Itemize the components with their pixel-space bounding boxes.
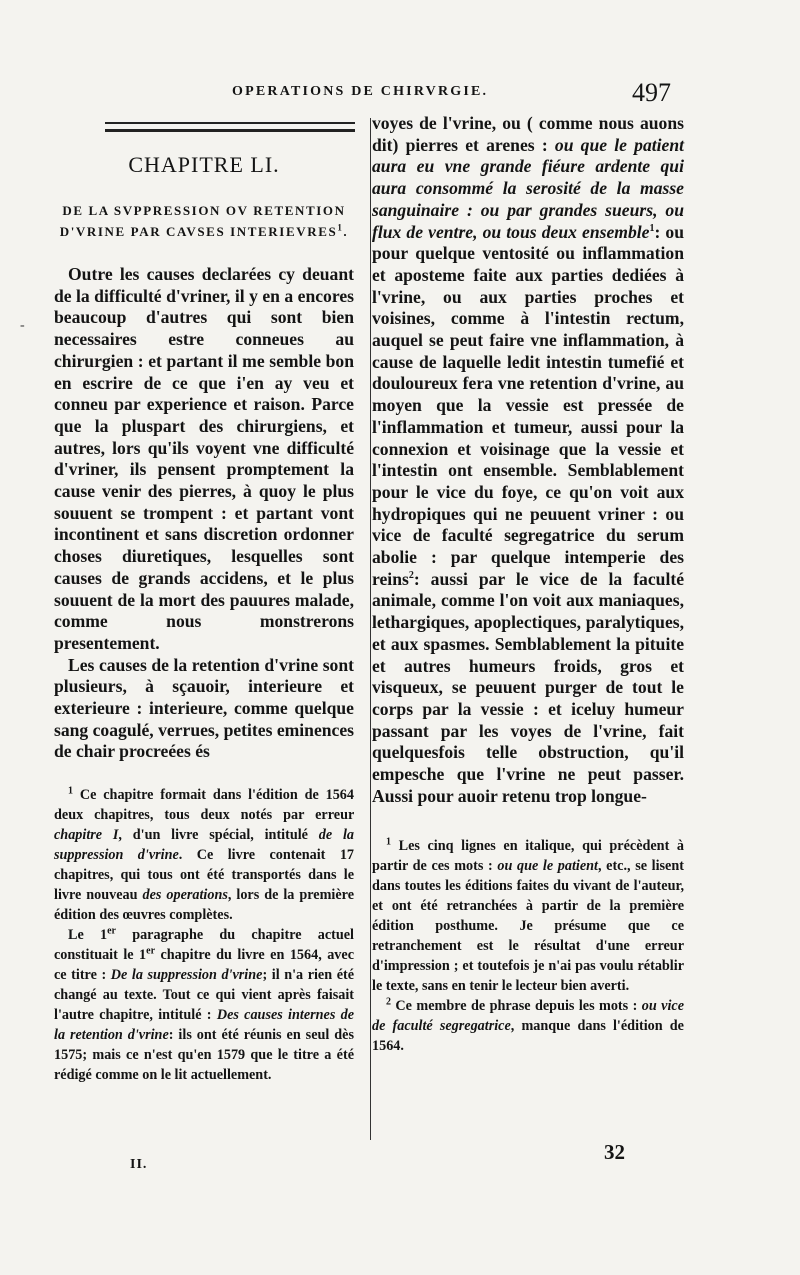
paragraph-text: : aussi par le vice de la faculté animale, comme l'on voit aux maniaques, lethargiques, apoplectiques, paralytiques, et aux spasmes. Semblablement la pituite et autres humeurs froids, gros et visqueux, se peuuent purger de tout le corps par la vessie : et iceluy humeur passant par les voyes de l'vrine, fait quelquesfois telle obstruction, qu'il empesche que l'vrine ne peut passer. Aussi pour auoir retenu trop longue- bbox=[372, 568, 684, 806]
footnote-text: , d'un livre spécial, intitulé bbox=[118, 827, 308, 844]
paragraph bbox=[372, 113, 684, 808]
chapter-rule-thick bbox=[105, 129, 355, 132]
footnote-italic: des operations bbox=[142, 887, 228, 904]
footnote-text: paragraphe du chapitre actuel constituait le 1 bbox=[54, 927, 354, 964]
footnote-italic: Des causes internes de la retention d'vrine bbox=[54, 1007, 355, 1044]
footnote-italic: ou vice de faculté segregatrice bbox=[372, 997, 684, 1034]
paragraph bbox=[54, 264, 354, 655]
signature-number: 32 bbox=[604, 1140, 625, 1164]
footnote-italic: de la suppression d'vrine bbox=[54, 827, 355, 864]
footnotes bbox=[372, 836, 684, 1056]
paragraph-italic: ou que le patient aura eu vne grande fiéure ardente qui aura consommé la serosité de la masse sanguinaire : ou par grandes sueurs, ou flux de ventre, ou tous deux ensemble bbox=[372, 134, 684, 242]
footnote-text: Ce membre de phrase depuis les mots : bbox=[395, 997, 638, 1014]
footnote-marker: 1 bbox=[386, 835, 391, 847]
subtitle-line-2: D'VRINE PAR CAVSES INTERIEVRES bbox=[59, 224, 338, 239]
superscript: er bbox=[107, 925, 116, 937]
footnote-marker: 2 bbox=[386, 995, 391, 1007]
page-number: 497 bbox=[632, 78, 671, 107]
paragraph-text: Outre les causes declarées cy deuant de la difficulté d'vriner, il y en a encores beaucoup d'autres qui sont bien necessaires estre conneues au chirurgien : et partant il me semble bon en escrire de ce que i'en ay veu et conneu par experience et raison. Parce que la pluspart des chirurgiens, et autres, lors qu'ils voyent vne difficulté d'vriner, ils pensent promptement la cause venir des pierres, à quoy le plus souuent se trompent : et partant vont incontinent et sans discretion ordonner choses diuretiques, lesquelles sont causes de grands accidens, et le plus souuent de la mort des pauures malade, comme nous monstrerons presentement. bbox=[54, 264, 354, 653]
chapter-rule-thin bbox=[105, 122, 355, 124]
footnote-italic: De la suppression d'vrine bbox=[110, 967, 263, 984]
footnote-italic: chapitre I bbox=[54, 827, 119, 844]
footnote-text: , etc., se lisent dans toutes les éditions faites du vivant de l'auteur, et ont été retranchées à partir de la première édition posthume. Je présume que ce retranchement est le résultat d'une erreur d'impression ; et toutefois je n'ai pas voulu rétablir le texte, sans en tenir le lecteur bien averti. bbox=[372, 857, 684, 994]
footnote-ref: 1 bbox=[337, 222, 344, 233]
paragraph-text: voyes de l'vrine, ou ( comme nous auons dit) pierres et arenes : bbox=[372, 113, 684, 155]
footnote bbox=[54, 925, 354, 1085]
chapter-subtitle bbox=[54, 200, 354, 242]
column-divider bbox=[370, 118, 371, 1140]
subtitle-line-1: DE LA SVPPRESSION OV RETENTION bbox=[62, 203, 346, 218]
chapter-title: CHAPITRE LI. bbox=[128, 152, 280, 177]
footnote bbox=[372, 996, 684, 1056]
footnotes bbox=[54, 785, 354, 1085]
footnote-italic: ou que le patient bbox=[497, 857, 598, 874]
footnote-text: . Ce livre contenait 17 chapitres, qui tous ont été transportés dans le livre nouveau bbox=[54, 847, 355, 904]
paragraph bbox=[54, 655, 354, 764]
footnote bbox=[54, 785, 354, 925]
footnote-text: chapitre du livre en 1564, avec ce titre : bbox=[54, 947, 354, 984]
margin-mark: - bbox=[20, 318, 25, 333]
footnote-marker: 1 bbox=[68, 785, 73, 797]
footnote-text: : ils ont été réunis en seul dès 1575; mais ce n'est qu'en 1579 que le titre a été rédigé comme on le lit actuellement. bbox=[54, 1027, 354, 1084]
footnote-text: Les cinq lignes en italique, qui précèdent à partir de ces mots : bbox=[372, 837, 685, 874]
footnote-text: Le 1 bbox=[68, 927, 108, 944]
footnote bbox=[372, 836, 684, 996]
signature-mark: II. bbox=[130, 1157, 148, 1172]
footnote-text: ; il n'a rien été changé au texte. Tout ce qui vient après faisait l'autre chapitre, intitulé : bbox=[54, 967, 355, 1024]
footnote-ref: 2 bbox=[408, 569, 414, 581]
paragraph-text: : ou pour quelque ventosité ou inflammation et aposteme faite aux parties dediées à l'vrine, ou aux parties proches et voisines, comme à l'intestin rectum, auquel se peut faire vne inflammation, à cause de laquelle ledit intestin tumefié et douloureux fera vne retention d'vrine, au moyen que la vessie est pressée de l'inflammation et tumeur, aussi pour la connexion et voisinage que la vessie et l'intestin ont ensemble. Semblablement pour le vice du foye, ce qu'on voit aux hydropiques qui ne peuuent vriner : ou vice de faculté segregatrice du serum abolie : par quelque intemperie des reins bbox=[372, 221, 685, 589]
subtitle-end: . bbox=[343, 224, 349, 239]
superscript: er bbox=[146, 945, 156, 957]
footnote-text: , manque dans l'édition de 1564. bbox=[372, 1017, 684, 1054]
left-column bbox=[54, 148, 354, 1085]
footnote-text: , lors de la première édition des œuvres complètes. bbox=[54, 887, 354, 924]
right-column bbox=[372, 113, 684, 1056]
running-head: OPERATIONS DE CHIRVRGIE. bbox=[232, 84, 489, 99]
footnote-ref: 1 bbox=[649, 222, 655, 234]
paragraph-text: Les causes de la retention d'vrine sont plusieurs, à sçauoir, interieure et exterieure : interieure, comme quelque sang coagulé, verrues, petites eminences de chair procreées és bbox=[54, 654, 355, 762]
footnote-text: Ce chapitre formait dans l'édition de 1564 deux chapitres, tous deux notés par erreur bbox=[54, 787, 354, 824]
